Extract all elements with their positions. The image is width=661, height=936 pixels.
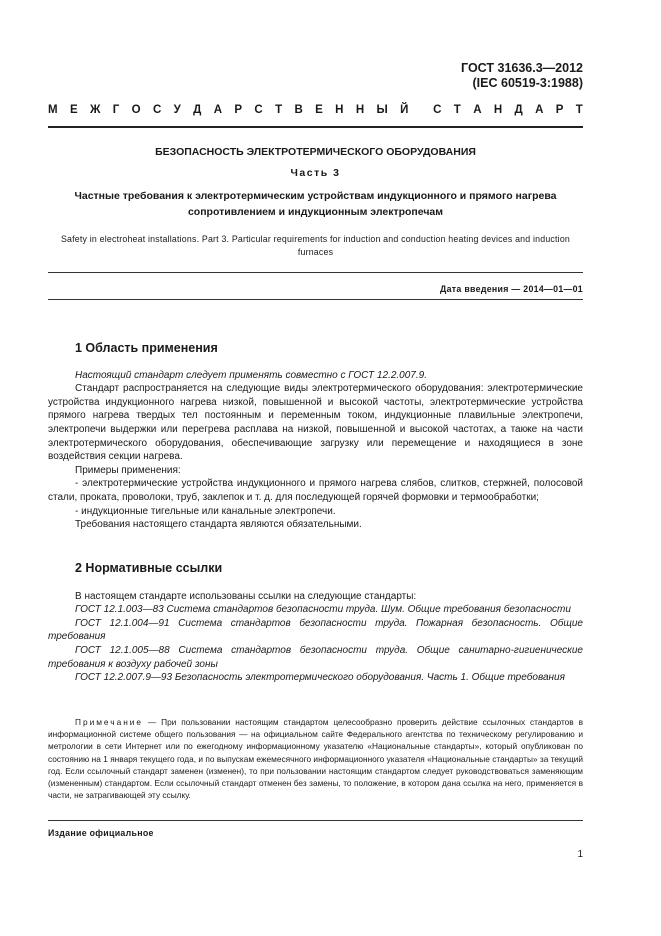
interstate-letter: Н — [493, 104, 503, 116]
header-rule — [48, 126, 583, 128]
interstate-letter: В — [294, 104, 303, 116]
interstate-letter: Г — [112, 104, 120, 116]
interstate-letter: О — [131, 104, 141, 116]
interstate-letter: С — [152, 104, 162, 116]
section-references — [48, 562, 583, 685]
date-rule — [48, 299, 583, 300]
interstate-letter: А — [473, 104, 482, 116]
interstate-letter: Н — [355, 104, 365, 116]
reference-item: ГОСТ 12.1.005—88 Система стандартов безопасности труда. Общие санитарно-гигиенические требования к воздуху рабочей зоны — [48, 644, 583, 670]
document-title: БЕЗОПАСНОСТЬ ЭЛЕКТРОТЕРМИЧЕСКОГО ОБОРУДОВАНИЯ — [155, 146, 476, 158]
scope-paragraph: Стандарт распространяется на следующие виды электротермического оборудования: электротермические устройства индукционного нагрева низкой, повышенной и высокой частоты, электротермические устройства прямого нагрева твердых тел постоянным и переменным током, индукционные плавильные электропечи, электропечи выдержки или перегрева расплава на низкой, повышенной и высокой частотах, а также на части электротермического оборудования, обеспечивающие загрузку или перемещение и находящиеся в зоне воздействия секции нагрева. — [48, 383, 583, 463]
reference-item: ГОСТ 12.1.003—83 Система стандартов безопасности труда. Шум. Общие требования безопасности — [75, 604, 571, 616]
scope-paragraph: Примеры применения: — [75, 464, 181, 476]
interstate-letter: Д — [193, 104, 202, 116]
scope-list-item: - электротермические устройства индукционного и прямого нагрева слябов, слитков, стержней, полосовой стали, проката, проволоки, труб, заклепок и т. д. для последующей горячей формовки и термообработки; — [48, 478, 583, 503]
english-title: Safety in electroheat installations. Part 3. Particular requirements for induction and conduction heating devices and induction furnaces — [60, 234, 571, 257]
note-text: — При пользовании настоящим стандартом целесообразно проверить действие ссылочных стандартов в информационной системе общего пользования — на официальном сайте Федерального агентства по техническому регулированию и метрологии в сети Интернет или по ежегодному информационному указателю «Национальные стандарты», который опубликован по состоянию на 1 января текущего года, и по выпускам ежемесячного информационного указателя «Национальные стандарты» за текущий год. Если ссылочный стандарт заменен (изменен), то при пользовании настоящим стандартом следует руководствоваться заменяющим (измененным) стандартом. Если ссылочный стандарт отменен без замены, то положение, в котором дана ссылка на него, применяется в части, не затрагивающей эту ссылку. — [48, 717, 583, 801]
interstate-letter: А — [213, 104, 223, 116]
section-scope — [48, 342, 583, 532]
iec-number: (IEC 60519-3:1988) — [472, 76, 583, 90]
interstate-letter: У — [173, 104, 181, 116]
page-number: 1 — [577, 849, 583, 860]
interstate-letter: А — [535, 104, 544, 116]
standard-designation — [461, 61, 583, 91]
interstate-letter: С — [433, 104, 442, 116]
interstate-letter: Т — [575, 104, 583, 116]
interstate-letter: М — [48, 104, 58, 116]
interstate-letter: Т — [453, 104, 461, 116]
interstate-letter: Й — [400, 104, 409, 116]
official-edition-label: Издание официальное — [48, 828, 154, 838]
interstate-letter: С — [254, 104, 263, 116]
interstate-letter: Р — [555, 104, 564, 116]
section-1-heading: 1 Область применения — [75, 341, 218, 355]
interstate-letter: Р — [234, 104, 243, 116]
interstate-letter: Е — [315, 104, 323, 116]
references-note — [48, 716, 583, 801]
interstate-letter: Т — [275, 104, 283, 116]
interstate-letter: Ы — [376, 104, 388, 116]
scope-paragraph: Настоящий стандарт следует применять совместно с ГОСТ 12.2.007.9. — [75, 369, 427, 381]
references-intro: В настоящем стандарте использованы ссылки на следующие стандарты: — [75, 590, 417, 602]
title-rule — [48, 272, 583, 273]
interstate-letter: Н — [335, 104, 344, 116]
introduction-date: Дата введения — 2014—01—01 — [440, 284, 583, 294]
scope-list-item: - индукционные тигельные или канальные электропечи. — [75, 505, 336, 517]
interstate-letter: Е — [69, 104, 78, 116]
interstate-letter: Ж — [89, 104, 101, 116]
gost-number: ГОСТ 31636.3—2012 — [461, 61, 583, 75]
footer-rule — [48, 820, 583, 821]
part-label: Часть 3 — [290, 167, 341, 179]
section-2-heading: 2 Нормативные ссылки — [75, 561, 223, 575]
interstate-letter: Д — [514, 104, 523, 116]
reference-item: ГОСТ 12.1.004—91 Система стандартов безопасности труда. Пожарная безопасность. Общие требования — [48, 617, 583, 643]
note-label: Примечание — [75, 717, 144, 727]
document-subtitle: Частные требования к электротермическим устройствам индукционного и прямого нагрева сопротивлением и индукционным электропечам — [74, 190, 557, 218]
interstate-standard-banner — [48, 104, 583, 116]
scope-paragraph: Требования настоящего стандарта являются обязательными. — [75, 519, 362, 531]
reference-item: ГОСТ 12.2.007.9—93 Безопасность электротермического оборудования. Часть 1. Общие требования — [75, 672, 565, 684]
